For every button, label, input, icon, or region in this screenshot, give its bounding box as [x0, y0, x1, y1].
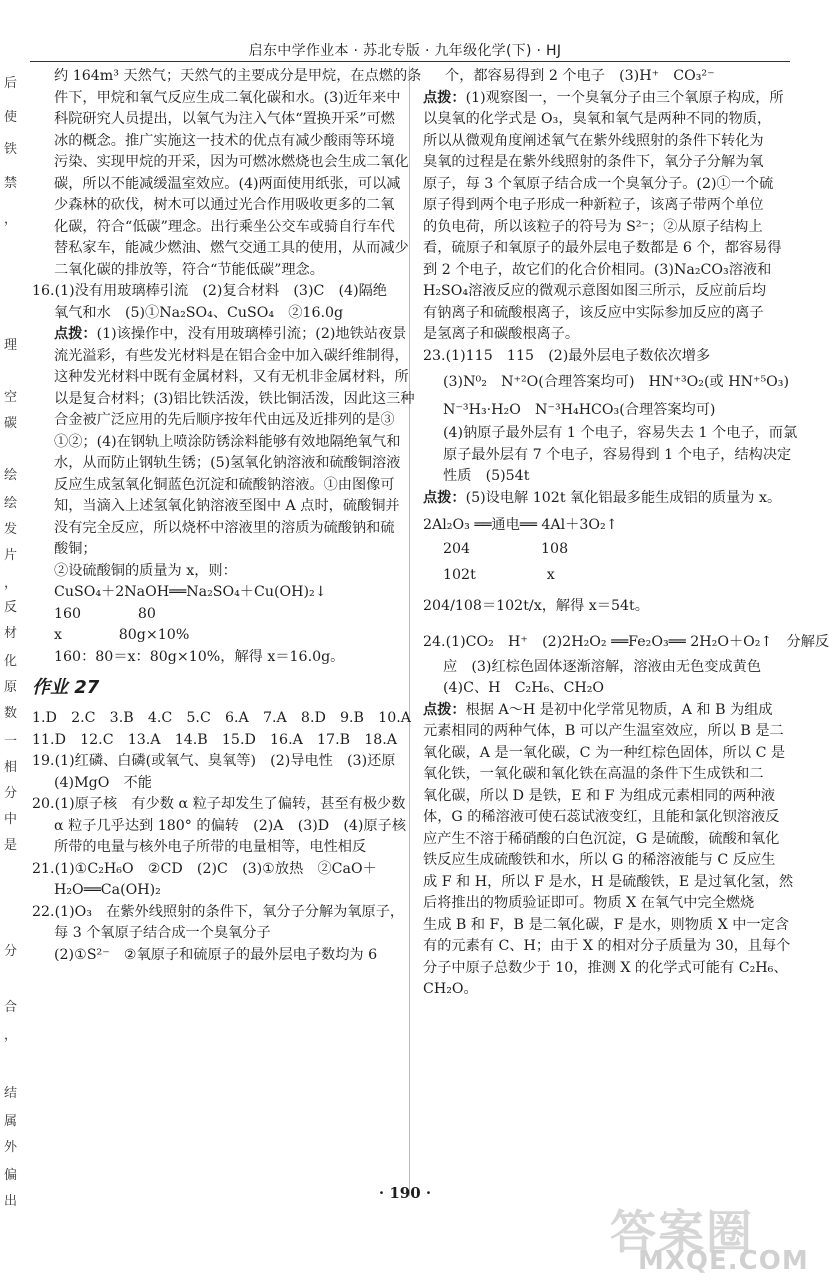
text-line: 应产生不溶于稀硝酸的白色沉淀，G 是硫酸，硫酸和氧化: [423, 830, 780, 847]
margin-char: 外: [4, 1140, 18, 1155]
tip-label: 点拨：: [423, 89, 466, 106]
answer-line: (2)①S²⁻ ②氧原子和硫原子的最外层电子数均为 6: [54, 946, 378, 963]
page-number: · 190 ·: [378, 1184, 432, 1202]
text-line: 替私家车，能减少燃油、燃气交通工具的使用，从而减少: [54, 240, 409, 256]
margin-char: 后: [4, 76, 18, 91]
margin-char: 相: [4, 760, 18, 775]
margin-char: 分: [4, 944, 18, 959]
text-line: 铁反应生成硫酸铁和水，所以 G 的稀溶液能与 C 反应生: [423, 852, 776, 868]
text-line: 约 164m³ 天然气；天然气的主要成分是甲烷，在点燃的条: [54, 68, 422, 84]
answer-line: 21.(1)①C₂H₆O ②CD (2)C (3)①放热 ②CaO＋: [32, 860, 377, 877]
answer-line: 性质 (5)54t: [443, 468, 530, 484]
answer-line: 原子最外层有 7 个电子，容易得到 1 个电子，结构决定: [443, 446, 792, 463]
tip-label: 点拨：: [54, 326, 97, 342]
text-line: 原子，每 3 个氧原子结合成一个臭氧分子。(2)①一个硫: [423, 175, 774, 192]
watermark-text-bottom: MXQE.COM: [638, 1246, 809, 1276]
text-line: ①②；(4)在钢轨上喷涂防锈涂料能够有效地隔绝氧气和: [54, 433, 401, 450]
answer-line: 应 (3)红棕色固体逐渐溶解，溶液由无色变成黄色: [443, 658, 762, 675]
text-line: 冰的概念。推广实施这一技术的优点有减少酸雨等环境: [54, 132, 395, 149]
answer-line: 24.(1)CO₂ H⁺ (2)2H₂O₂ ══Fe₂O₃══ 2H₂O＋O₂↑ 分解反: [423, 633, 829, 650]
text-line: 有的元素有 C、H；由于 X 的相对分子质量为 30，且每个: [423, 938, 791, 954]
answer-line: 1.D 2.C 3.B 4.C 5.C 6.A 7.A 8.D 9.B 10.A: [32, 710, 411, 726]
text-line: ②设硫酸铜的质量为 x，则：: [54, 562, 237, 579]
margin-char: ，: [4, 576, 18, 591]
text-line: 臭氧的过程是在紫外线照射的条件下，氧分子分解为氧: [423, 154, 764, 170]
margin-char: 理: [4, 338, 18, 353]
text-line: 污染、实现甲烷的开采，因为可燃冰燃烧也会生成二氧化: [54, 154, 409, 170]
tip-line: [32, 324, 407, 346]
equation-line: x 80g×10%: [54, 627, 190, 643]
equation-line: CuSO₄＋2NaOH══Na₂SO₄＋Cu(OH)₂↓: [54, 584, 327, 600]
tip-line: [423, 88, 783, 110]
text-line: 体，G 的稀溶液可使石蕊试液变红，且能和氯化钡溶液反: [423, 809, 780, 825]
margin-char: 出: [4, 1194, 18, 1209]
watermark-text-top: 答案圈: [610, 1205, 754, 1259]
text-line: 氧化铁，一氧化碳和氧化铁在高温的条件下生成铁和二: [423, 766, 764, 782]
margin-char: 反: [4, 600, 18, 615]
text-line: 二氧化碳的排放等，符合“节能低碳”理念。: [54, 261, 324, 278]
answer-line: (4)钠原子最外层有 1 个电子，容易失去 1 个电子，而氯: [443, 425, 798, 441]
margin-char: 铁: [4, 142, 18, 157]
margin-char: 偏: [4, 1168, 18, 1183]
margin-char: 碳: [4, 416, 18, 431]
equation-line: 2Al₂O₃ ══通电══ 4Al＋3O₂↑: [423, 517, 618, 533]
text-line: 成 F 和 H，所以 F 是水，H 是硫酸铁，E 是过氧化氢，然: [423, 873, 794, 890]
answer-line: 每 3 个氧原子结合成一个臭氧分子: [54, 925, 271, 941]
text-line: 到 2 个电子，故它们的化合价相同。(3)Na₂CO₃溶液和: [423, 261, 772, 278]
answer-line: 23.(1)115 115 (2)最外层电子数依次增多: [423, 347, 711, 364]
margin-char: 属: [4, 1114, 18, 1129]
text-line: H₂SO₄溶液反应的微观示意图如图三所示，反应前后均: [423, 283, 767, 299]
answer-line: N⁻³H₃·H₂O N⁻³H₄HCO₃(合理答案均可): [443, 402, 716, 418]
text-line: 分子中原子总数少于 10，推测 X 的化学式可能有 C₂H₆、: [423, 959, 788, 976]
margin-char: ，: [4, 1028, 18, 1043]
tip-label: 点拨：: [423, 489, 466, 506]
answer-line: 个，都容易得到 2 个电子 (3)H⁺ CO₃²⁻: [445, 68, 715, 84]
text-line: 的负电荷，所以该粒子的符号为 S²⁻；②从原子结构上: [423, 218, 763, 235]
margin-char: 绘: [4, 496, 18, 511]
margin-char: 材: [4, 626, 18, 641]
answer-line: (3)N⁰₂ N⁺²O(合理答案均可) HN⁺³O₂(或 HN⁺⁵O₃): [443, 374, 790, 390]
text-line: 化碳，符合“低碳”理念。出行乘坐公交车或骑自行车代: [54, 218, 395, 235]
answer-line: 19.(1)红磷、白磷(或氧气、臭氧等) (2)导电性 (3)还原: [32, 753, 396, 769]
margin-char: 中: [4, 812, 18, 827]
answer-line: H₂O══Ca(OH)₂: [54, 882, 161, 898]
left-column: [32, 66, 422, 966]
text-line: 所以从微观角度阐述氧气在紫外线照射的条件下转化为: [423, 132, 764, 149]
answer-line: 20.(1)原子核 有少数 α 粒子却发生了偏转，甚至有极少数: [32, 796, 406, 812]
tip-text: (5)设电解 102t 氧化铝最多能生成铝的质量为 x。: [465, 489, 782, 506]
answer-line: (4)C、H C₂H₆、CH₂O: [443, 680, 605, 696]
text-line: 原子得到两个电子形成一种新粒子，该离子带两个单位: [423, 197, 764, 213]
column-divider: [409, 66, 410, 1196]
margin-char: 空: [4, 390, 18, 405]
text-line: 件下，甲烷和氧气反应生成二氧化碳和水。(3)近年来中: [54, 89, 401, 106]
answer-line: 11.D 12.C 13.A 14.B 15.D 16.A 17.B 18.A: [32, 731, 398, 748]
right-column: [423, 66, 829, 1001]
answer-line: 所带的电量与核外电子所带的电量相等，电性相反: [54, 839, 367, 855]
text-line: 酸铜；: [54, 541, 97, 557]
margin-char: 合: [4, 1000, 18, 1015]
tip-text: (1)该操作中，没有用玻璃棒引流；(2)地铁站夜景: [96, 326, 407, 342]
equation-line: 204 108: [443, 541, 569, 557]
text-line: 以是复合材料；(3)铝比铁活泼，铁比铜活泼，因此这三种: [54, 390, 415, 407]
equation-line: 160：80＝x：80g×10%，解得 x＝16.0g。: [54, 648, 345, 665]
answer-line: (4)MgO 不能: [54, 774, 152, 791]
text-line: 氧化碳，A 是一氧化碳，C 为一种红棕色固体，所以 C 是: [423, 744, 786, 761]
margin-char: 禁: [4, 176, 18, 191]
margin-char: ，: [4, 212, 18, 227]
margin-char: 数: [4, 706, 18, 721]
tip-label: 点拨：: [423, 701, 466, 718]
page-header: 启东中学作业本 · 苏北专版 · 九年级化学(下) · HJ: [248, 43, 562, 59]
tip-text: (1)观察图一，一个臭氧分子由三个氧原子构成，所: [465, 89, 784, 106]
margin-char: 发: [4, 522, 18, 537]
text-line: CH₂O。: [423, 981, 478, 997]
text-line: 后将推出的物质验证即可。物质 X 在氧气中完全燃烧: [423, 895, 755, 911]
text-line: 这种发光材料中既有金属材料，又有无机非金属材料，所: [54, 369, 409, 385]
tip-line: [423, 488, 783, 510]
margin-char: 一: [4, 734, 18, 749]
tip-line: [423, 700, 783, 722]
text-line: 生成 B 和 F，B 是二氧化碳，F 是水，则物质 X 中一定含: [423, 916, 789, 933]
equation-line: 160 80: [54, 605, 156, 622]
text-line: 以臭氧的化学式是 O₃，臭氧和氧气是两种不同的物质，: [423, 111, 772, 127]
text-line: 合金被广泛应用的先后顺序按年代由远及近排列的是③: [54, 412, 395, 428]
text-line: 知，当滴入上述氢氧化钠溶液至图中 A 点时，硫酸铜并: [54, 498, 400, 514]
text-line: 看，硫原子和氧原子的最外层电子数都是 6 个，都容易得: [423, 240, 782, 256]
equation-line: 204/108＝102t/x，解得 x＝54t。: [423, 597, 649, 614]
answer-line: 氧气和水 (5)①Na₂SO₄、CuSO₄ ②16.0g: [54, 304, 344, 321]
answer-line: α 粒子几乎达到 180° 的偏转 (2)A (3)D (4)原子核: [54, 817, 407, 834]
margin-char: 分: [4, 786, 18, 801]
text-line: 反应生成氢氧化铜蓝色沉淀和硫酸钠溶液。①由图像可: [54, 476, 395, 493]
watermark-logo: [610, 1196, 809, 1280]
section-heading: 作业 27: [32, 677, 100, 698]
margin-char: 化: [4, 654, 18, 669]
text-line: 科院研究人员提出，以氧气为注入气体“置换开采”可燃: [54, 111, 395, 127]
text-line: 元素相同的两种气体，B 可以产生温室效应，所以 B 是二: [423, 723, 784, 739]
text-line: 流光溢彩，有些发光材料是在铝合金中加入碳纤维制得，: [54, 347, 409, 364]
text-line: 少森林的砍伐，树木可以通过光合作用吸收更多的二氧: [54, 197, 395, 213]
text-line: 是氢离子和碳酸根离子。: [423, 326, 580, 342]
text-line: 有钠离子和硫酸根离子，该反应中实际参加反应的离子: [423, 304, 764, 321]
answer-line: 16.(1)没有用玻璃棒引流 (2)复合材料 (3)C (4)隔绝: [32, 283, 387, 299]
answer-line: 22.(1)O₃ 在紫外线照射的条件下，氧分子分解为氧原子，: [32, 903, 405, 920]
equation-line: 102t x: [443, 566, 555, 583]
text-line: 没有完全反应，所以烧杯中溶液里的溶质为硫酸钠和硫: [54, 519, 395, 536]
margin-char: 绘: [4, 468, 18, 483]
tip-text: 根据 A～H 是初中化学常见物质，A 和 B 为组成: [465, 701, 773, 718]
text-line: 氧化碳，所以 D 是铁，E 和 F 为组成元素相同的两种液: [423, 787, 776, 804]
margin-char: 使: [4, 110, 18, 125]
margin-char: 片: [4, 548, 18, 563]
margin-char: 原: [4, 680, 18, 695]
margin-char: 结: [4, 1086, 18, 1101]
header-rule: [30, 61, 790, 62]
margin-char: 是: [4, 838, 18, 853]
text-line: 碳，所以不能减缓温室效应。(4)两面使用纸张，可以减: [54, 175, 401, 192]
text-line: 水，从而防止钢轨生锈；(5)氢氧化钠溶液和硫酸铜溶液: [54, 455, 401, 471]
